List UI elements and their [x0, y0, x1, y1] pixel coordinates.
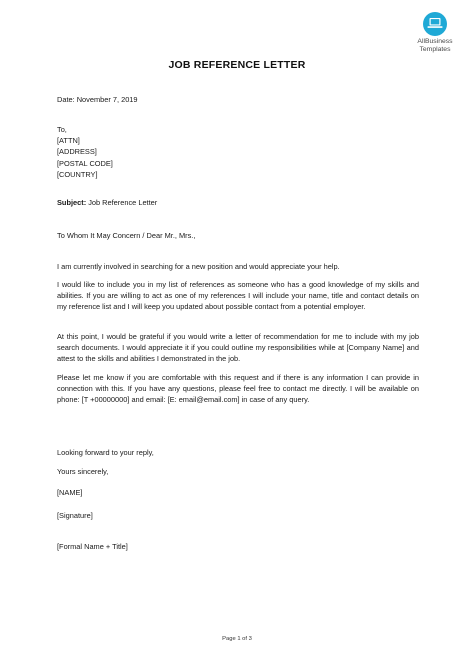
subject-line [57, 197, 419, 208]
paragraph-2: I would like to include you in my list of references as someone who has a good knowledge of my skills and abilities. If you are willing to act as one of my references I will include your name, title and contact details on my reference list and I will keep you updated about possible contact from a potential employer. [57, 280, 419, 312]
closing-line: Looking forward to your reply, [57, 448, 154, 457]
letter-title: JOB REFERENCE LETTER [168, 59, 306, 71]
brand-logo [413, 12, 457, 53]
sign-off: Yours sincerely, [57, 467, 109, 476]
address-line: To, [57, 125, 67, 134]
signature-placeholder: [Signature] [57, 511, 93, 520]
address-line: [POSTAL CODE] [57, 158, 113, 168]
page-number: Page 1 of 3 [222, 636, 252, 642]
address-line: [ADDRESS] [57, 147, 97, 157]
laptop-icon [423, 12, 447, 36]
paragraph-1: I am currently involved in searching for a new position and would appreciate your help. [57, 262, 340, 271]
address-line: [ATTN] [57, 136, 80, 146]
formal-name-placeholder: [Formal Name + Title] [57, 542, 128, 551]
recipient-address [57, 124, 419, 180]
salutation: To Whom It May Concern / Dear Mr., Mrs., [57, 231, 196, 240]
paragraph-3: At this point, I would be grateful if you would write a letter of recommendation for me to include with my job search documents. I would appreciate it if you could outline my responsibilities while at [Company Name] and attest to the skills and abilities I demonstrated in the job. [57, 332, 419, 364]
brand-line-1: AllBusiness [417, 38, 453, 45]
brand-name [413, 38, 457, 53]
name-placeholder: [NAME] [57, 488, 83, 497]
subject-label: Subject: [57, 198, 87, 207]
address-line: [COUNTRY] [57, 169, 98, 179]
paragraph-4: Please let me know if you are comfortable with this request and if there is any information I can provide in connection with this. If you have any questions, please feel free to contact me directly. I will be available on phone: [T +00000000] and email: [E: email@email.com] in case of any query. [57, 373, 419, 405]
letter-date: Date: November 7, 2019 [57, 95, 138, 104]
subject-text: Job Reference Letter [86, 198, 158, 207]
brand-line-2: Templates [419, 45, 451, 53]
